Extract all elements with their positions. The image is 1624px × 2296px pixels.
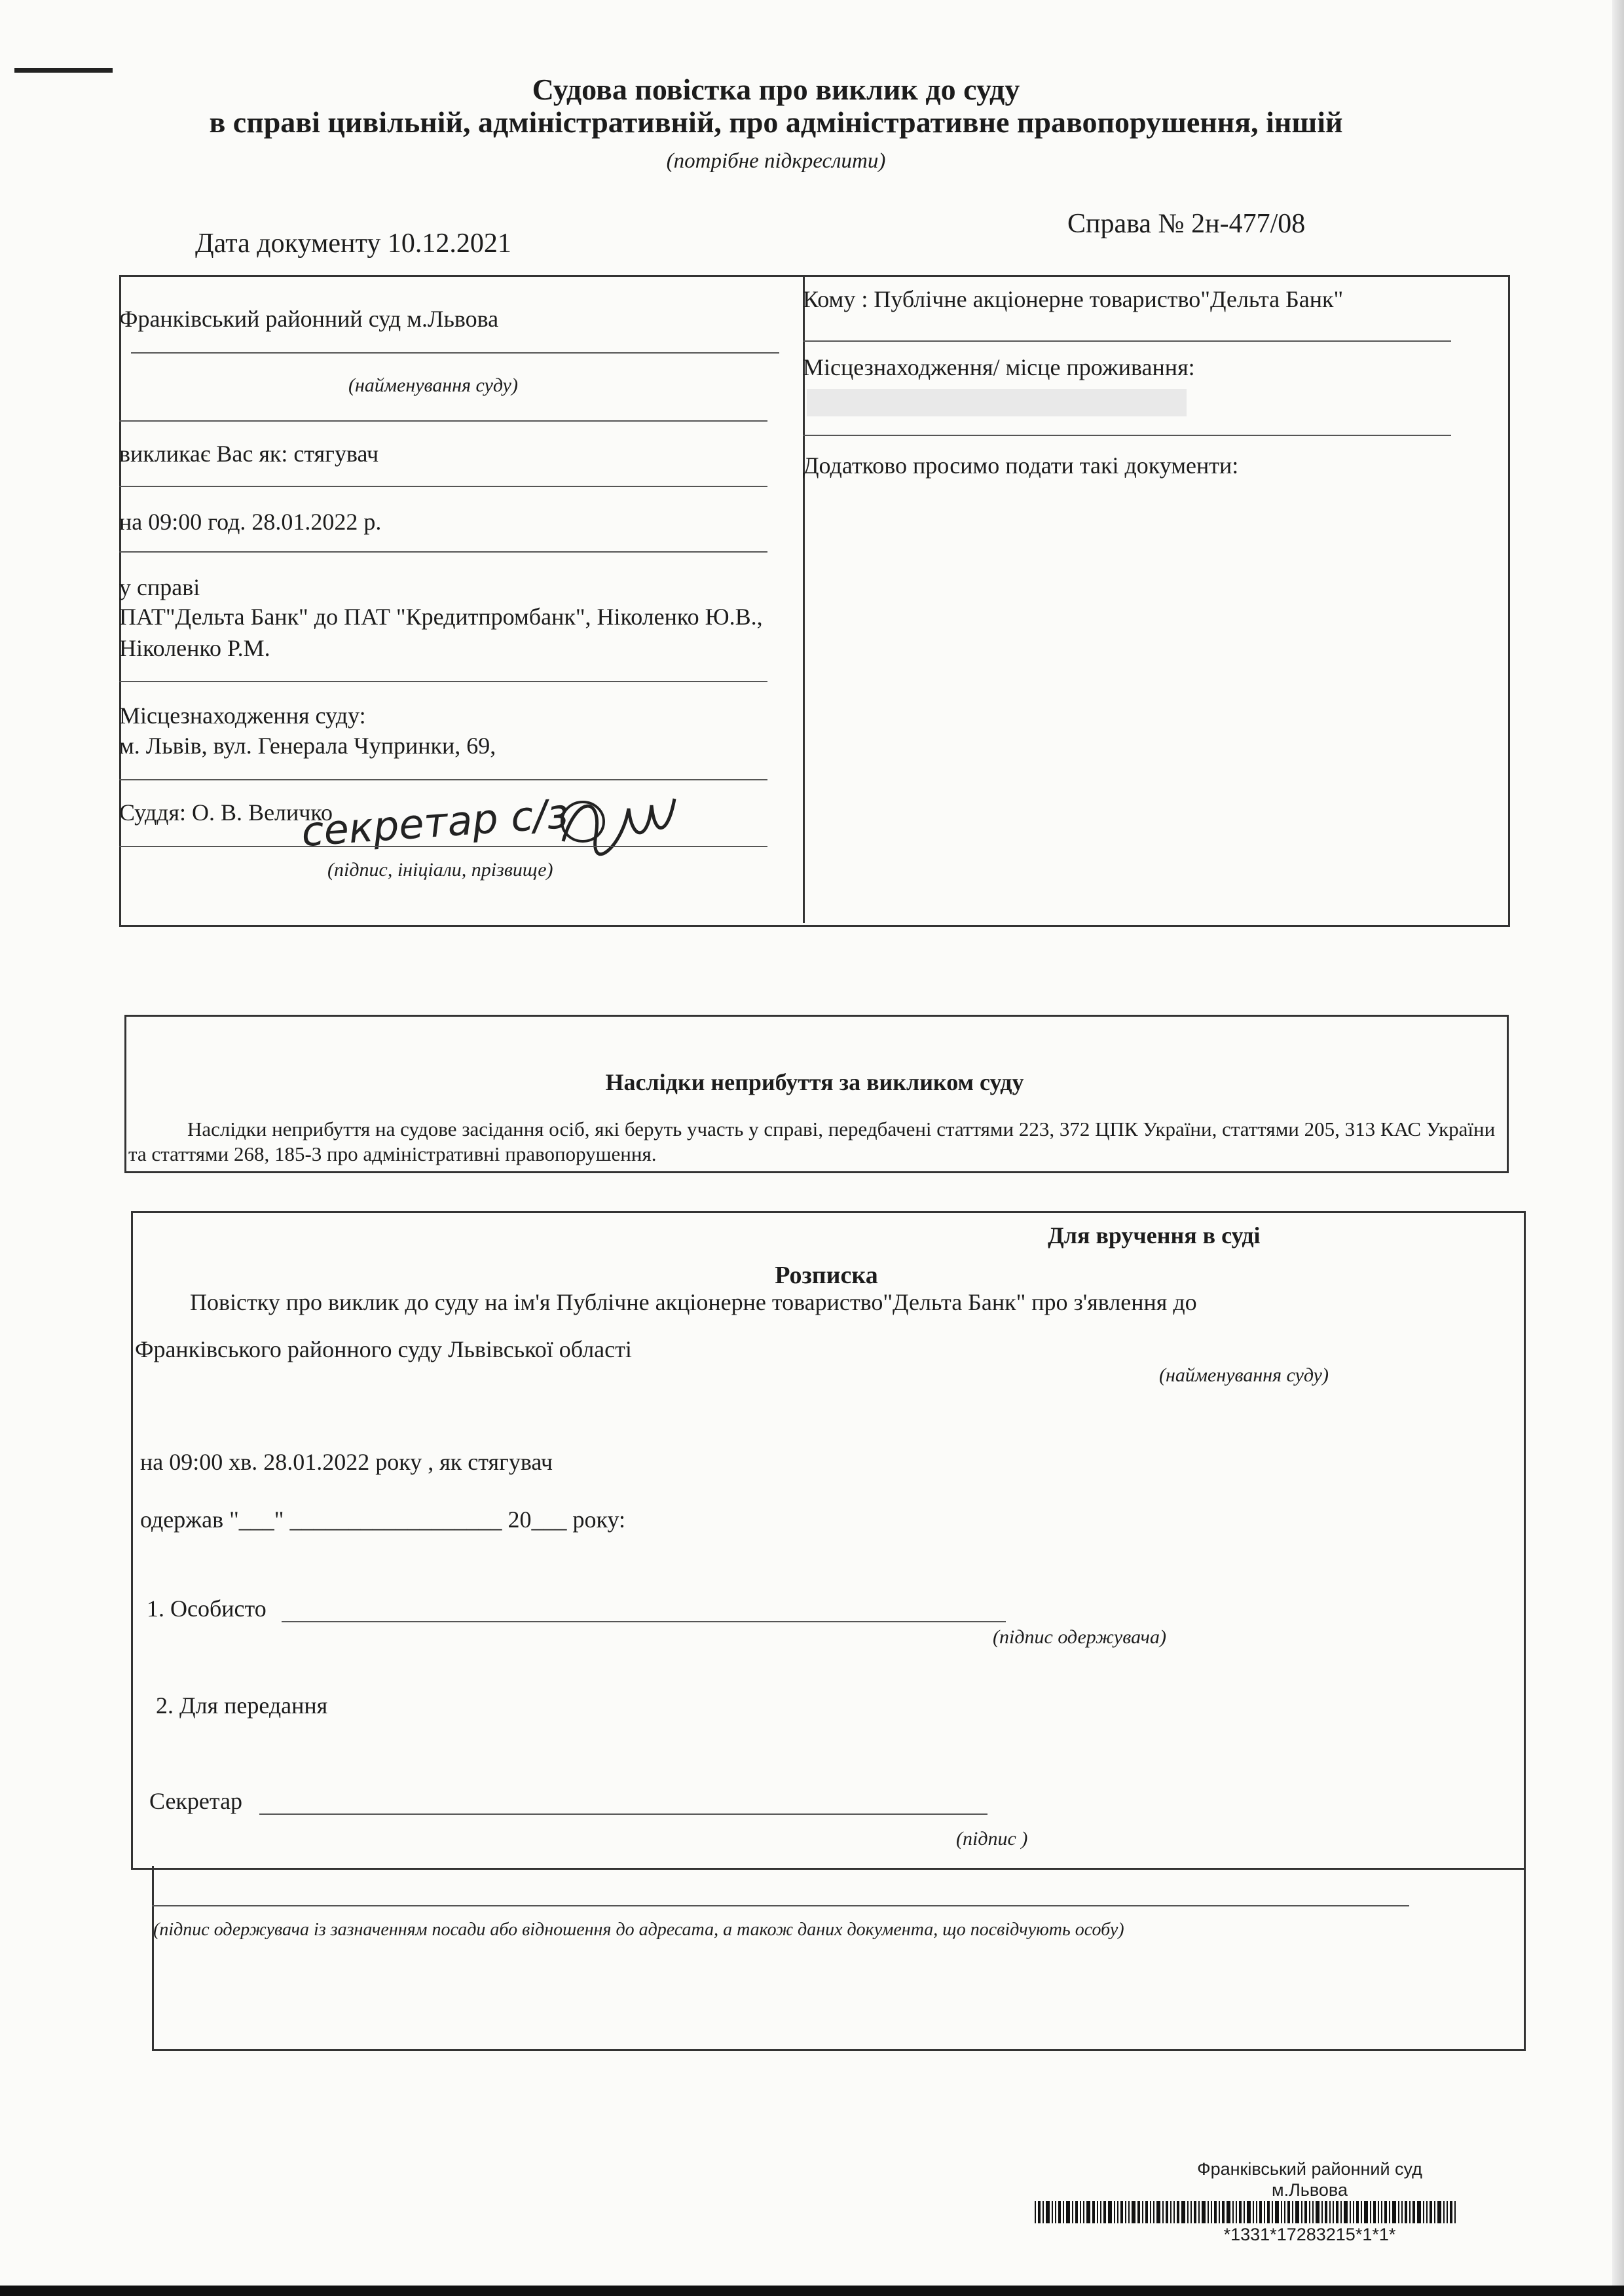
barcode-bar: [1409, 2201, 1411, 2223]
barcode-bar: [1181, 2201, 1185, 2223]
divider-line: [119, 681, 767, 682]
court-name: Франківський районний суд м.Львова: [119, 306, 499, 332]
barcode-bar: [1063, 2201, 1064, 2223]
barcode-bar: [1100, 2201, 1101, 2223]
barcode-bar: [1132, 2201, 1135, 2223]
receipt-text-line1: Повістку про виклик до суду на ім'я Публічне акціонерне товариство"Дельта Банк" про з'явлення до: [190, 1289, 1197, 1315]
barcode-bar: [1333, 2201, 1334, 2223]
barcode-bar: [1162, 2201, 1164, 2223]
barcode-bar: [1150, 2201, 1151, 2223]
signature-line[interactable]: [259, 1813, 987, 1815]
barcode-bar: [1325, 2201, 1327, 2223]
barcode-bar: [1145, 2201, 1148, 2223]
barcode-bar: [1423, 2201, 1424, 2223]
barcode-bar: [1340, 2201, 1342, 2223]
barcode-bar: [1198, 2201, 1200, 2223]
barcode-bar: [1321, 2201, 1323, 2223]
secretary-signature-caption: (підпис ): [956, 1828, 1028, 1850]
barcode-bar: [1166, 2201, 1168, 2223]
barcode-bar: [1336, 2201, 1338, 2223]
barcode-bar: [1055, 2201, 1056, 2223]
scan-edge: [1612, 0, 1624, 2296]
barcode-bar: [1092, 2201, 1095, 2223]
barcode-bar: [1447, 2201, 1448, 2223]
barcode-bar: [1259, 2201, 1262, 2223]
barcode-bar: [1437, 2201, 1441, 2223]
barcode-bar: [1043, 2201, 1044, 2223]
barcode-bar: [1272, 2201, 1273, 2223]
barcode-bar: [1219, 2201, 1220, 2223]
barcode-bar: [1361, 2201, 1362, 2223]
consequences-title: Наслідки неприбуття за викликом суду: [605, 1069, 1024, 1095]
barcode-bar: [1284, 2201, 1285, 2223]
document-subtitle: в справі цивільній, адміністративній, про адміністративне правопорушення, іншій: [209, 105, 1343, 139]
barcode-bar: [1170, 2201, 1172, 2223]
barcode-bar: [1295, 2201, 1299, 2223]
secretary-label: Секретар: [149, 1788, 243, 1814]
barcode-bar: [1356, 2201, 1359, 2223]
barcode-bar: [1114, 2201, 1115, 2223]
case-label: Справа №: [1067, 209, 1185, 239]
barcode-bar: [1454, 2201, 1456, 2223]
barcode-bar: [1398, 2201, 1399, 2223]
receipt-box-lower: [152, 1866, 1526, 2051]
barcode-bar: [1142, 2201, 1143, 2223]
barcode-bar: [1239, 2201, 1242, 2223]
barcode-bar: [1426, 2201, 1428, 2223]
barcode-bar: [1222, 2201, 1225, 2223]
barcode-bar: [1309, 2201, 1310, 2223]
barcode-bar: [1353, 2201, 1354, 2223]
signature-line[interactable]: [282, 1621, 1006, 1622]
hearing-time: на 09:00 год. 28.01.2022 р.: [119, 509, 382, 535]
barcode-bar: [1450, 2201, 1452, 2223]
barcode-bar: [1329, 2201, 1331, 2223]
barcode-bar: [1275, 2201, 1279, 2223]
barcode-bar: [1287, 2201, 1290, 2223]
barcode-bar: [1173, 2201, 1175, 2223]
footer-court-line2: м.Львова: [1272, 2180, 1348, 2200]
divider-line: [803, 435, 1451, 436]
barcode-bar: [1046, 2201, 1050, 2223]
barcode-bar: [1301, 2201, 1302, 2223]
barcode-bar: [1344, 2201, 1348, 2223]
underline-note: (потрібне підкреслити): [666, 149, 886, 173]
barcode-bar: [1412, 2201, 1415, 2223]
for-court-label: Для вручення в суді: [1048, 1222, 1261, 1248]
receipt-court-caption: (найменування суду): [1159, 1364, 1329, 1386]
scan-bottom-edge: [0, 2286, 1624, 2296]
barcode-bar: [1443, 2201, 1445, 2223]
barcode-bar: [1350, 2201, 1351, 2223]
case-value: 2н-477/08: [1191, 209, 1306, 239]
barcode-bar: [1304, 2201, 1307, 2223]
case-parties: ПАТ"Дельта Банк" до ПАТ "Кредитпромбанк", Ніколенко Ю.В., Ніколенко Р.М.: [119, 604, 763, 661]
barcode-bar: [1417, 2201, 1421, 2223]
barcode-bar: [1405, 2201, 1407, 2223]
divider-line: [803, 340, 1451, 342]
barcode-bar: [1312, 2201, 1314, 2223]
barcode-bar: [1058, 2201, 1061, 2223]
recipient-signature-caption: (підпис одержувача): [993, 1626, 1166, 1648]
barcode-bar: [1083, 2201, 1084, 2223]
barcode-bar: [1378, 2201, 1379, 2223]
barcode-bar: [1392, 2201, 1396, 2223]
barcode-bar: [1103, 2201, 1106, 2223]
barcode-bar: [1244, 2201, 1245, 2223]
barcode-bar: [1389, 2201, 1390, 2223]
barcode-bar: [1364, 2201, 1368, 2223]
barcode-bar: [1381, 2201, 1382, 2223]
barcode-bar: [1137, 2201, 1140, 2223]
barcode-text: *1331*17283215*1*1*: [1223, 2225, 1396, 2244]
document-title: Судова повістка про виклик до суду: [532, 73, 1020, 106]
barcode-bar: [1253, 2201, 1254, 2223]
court-location-label: Місцезнаходження суду:: [119, 702, 366, 729]
barcode-bar: [1401, 2201, 1403, 2223]
receipt-title: Розписка: [775, 1262, 878, 1289]
barcode-bar: [1281, 2201, 1282, 2223]
document-date: [195, 228, 511, 259]
divider-line: [119, 551, 767, 553]
barcode-bar: [1190, 2201, 1192, 2223]
barcode-bar: [1177, 2201, 1179, 2223]
barcode: [1035, 2201, 1532, 2223]
extra-documents-label: Додатково просимо подати такі документи:: [803, 452, 1239, 479]
bottom-signature-caption: (підпис одержувача із зазначенням посади або відношення до адресата, а також даних документа, що посвідчують особу): [153, 1920, 1124, 1940]
address-label: Місцезнаходження/ місце проживання:: [803, 354, 1195, 380]
barcode-bar: [1292, 2201, 1293, 2223]
barcode-bar: [1267, 2201, 1270, 2223]
signature-caption: (підпис, ініціали, прізвище): [327, 859, 553, 881]
divider-line: [119, 846, 767, 847]
barcode-bar: [1156, 2201, 1160, 2223]
signature-line[interactable]: [152, 1905, 1409, 1906]
barcode-bar: [1430, 2201, 1432, 2223]
barcode-bar: [1066, 2201, 1070, 2223]
barcode-bar: [1194, 2201, 1196, 2223]
barcode-bar: [1080, 2201, 1081, 2223]
barcode-bar: [1214, 2201, 1217, 2223]
barcode-bar: [1086, 2201, 1090, 2223]
barcode-bar: [1117, 2201, 1118, 2223]
judge-name: Суддя: О. В. Величко: [119, 799, 333, 826]
barcode-bar: [1108, 2201, 1112, 2223]
handwritten-signature: секретар с/з: [299, 789, 570, 856]
barcode-bar: [1316, 2201, 1320, 2223]
footer-court-line1: Франківський районний суд: [1197, 2159, 1422, 2179]
redacted-address: [807, 389, 1187, 416]
consequences-text: Наслідки неприбуття на судове засідання осіб, які беруть участь у справі, передбачені статтями 223, 372 ЦПК України, статтями 205, 313 КАС України та статтями 268, 185-3 про адміністративні правопорушення.: [128, 1118, 1496, 1165]
barcode-bar: [1247, 2201, 1251, 2223]
in-case-label: у справі: [119, 574, 200, 600]
divider-line: [119, 779, 767, 780]
date-value: 10.12.2021: [387, 228, 511, 259]
barcode-bar: [1232, 2201, 1234, 2223]
court-name-caption: (найменування суду): [348, 374, 518, 396]
barcode-bar: [1264, 2201, 1265, 2223]
divider-line: [119, 420, 767, 422]
barcode-bar: [1236, 2201, 1237, 2223]
barcode-bar: [1125, 2201, 1126, 2223]
date-label: Дата документу: [195, 228, 381, 259]
barcode-bar: [1434, 2201, 1435, 2223]
barcode-bar: [1120, 2201, 1123, 2223]
barcode-bar: [1202, 2201, 1206, 2223]
barcode-bar: [1227, 2201, 1230, 2223]
barcode-bar: [1153, 2201, 1154, 2223]
barcode-bar: [1038, 2201, 1041, 2223]
barcode-bar: [1128, 2201, 1130, 2223]
for-transfer-label: 2. Для передання: [156, 1692, 328, 1719]
barcode-bar: [1072, 2201, 1073, 2223]
barcode-bar: [1373, 2201, 1376, 2223]
divider-line: [119, 486, 767, 487]
received-date-line: одержав "___" __________________ 20___ року:: [140, 1506, 626, 1533]
summons-role: викликає Вас як: стягувач: [119, 441, 379, 467]
barcode-bar: [1256, 2201, 1257, 2223]
barcode-bar: [1384, 2201, 1387, 2223]
receipt-time-line: на 09:00 хв. 28.01.2022 року , як стягувач: [140, 1449, 553, 1475]
divider-line: [131, 352, 779, 354]
receipt-text-line2: Франківського районного суду Львівської області: [135, 1336, 632, 1362]
barcode-bar: [1035, 2201, 1036, 2223]
barcode-bar: [1052, 2201, 1053, 2223]
case-number: [1067, 208, 1305, 240]
addressee: Кому : Публічне акціонерне товариство"Дельта Банк": [803, 286, 1344, 312]
personally-label: 1. Особисто: [147, 1595, 267, 1622]
barcode-bar: [1187, 2201, 1189, 2223]
barcode-bar: [1208, 2201, 1209, 2223]
barcode-bar: [1097, 2201, 1098, 2223]
court-location-value: м. Львів, вул. Генерала Чупринки, 69,: [119, 733, 496, 759]
signature-scribble-icon: [557, 789, 681, 861]
barcode-bar: [1075, 2201, 1078, 2223]
barcode-bar: [1370, 2201, 1371, 2223]
barcode-bar: [1211, 2201, 1212, 2223]
